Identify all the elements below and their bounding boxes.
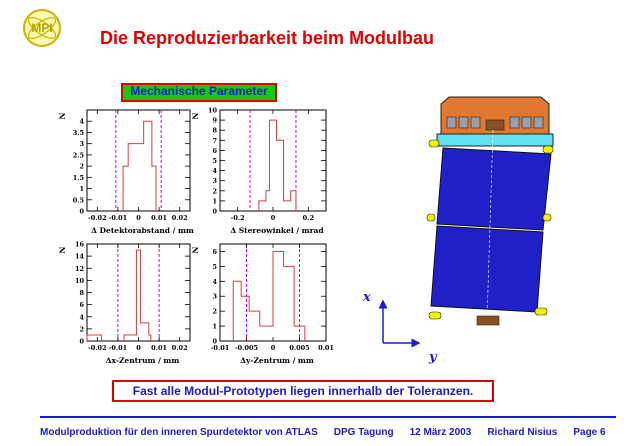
y-tick-label: 5 — [212, 262, 217, 271]
chip — [522, 117, 531, 128]
footer-page: Page 6 — [573, 427, 606, 438]
y-tick-label: 0 — [79, 337, 84, 346]
histogram-bars — [87, 250, 151, 341]
y-tick-label: 6 — [79, 301, 84, 310]
x-axis-title: Δy-Zentrum / mm — [240, 356, 314, 365]
y-tick-label: 5 — [212, 157, 217, 165]
x-tick-label: 0.01 — [318, 344, 334, 352]
chip — [471, 117, 480, 128]
plot-frame — [87, 244, 190, 341]
footer-divider — [40, 416, 616, 418]
y-tick-label: 16 — [74, 240, 84, 249]
y-tick-label: 2 — [79, 162, 84, 171]
y-tick-label: 9 — [212, 116, 217, 125]
x-tick-label: 0 — [136, 214, 141, 222]
y-tick-label: 1 — [79, 185, 84, 194]
histogram-stereowinkel — [191, 107, 326, 236]
x-tick-label: 0 — [270, 344, 276, 352]
y-tick-label: 6 — [212, 247, 217, 256]
y-tick-label: 2 — [212, 307, 217, 316]
section-label: Mechanische Parameter — [130, 84, 268, 98]
x-tick-label: -0.005 — [234, 344, 259, 352]
y-axis-title: N — [58, 112, 67, 120]
x-axis-title: Δ Detektorabstand / mm — [91, 226, 194, 235]
x-tick-label: -0.01 — [108, 344, 128, 352]
cyan-strip — [437, 134, 553, 146]
sensor-upper — [437, 148, 551, 230]
footer-talk-title: Modulproduktion für den inneren Spurdetektor von ATLAS — [40, 427, 318, 438]
y-tick-label: 8 — [212, 126, 217, 135]
y-tick-label: 0 — [212, 207, 217, 216]
y-tick-label: 2.5 — [72, 151, 84, 160]
pad — [543, 146, 553, 153]
y-tick-label: 0 — [212, 337, 217, 346]
x-tick-label: -0.01 — [210, 344, 230, 352]
y-axis-title: N — [58, 246, 67, 254]
y-tick-label: 14 — [74, 252, 84, 261]
y-tick-label: 1 — [212, 322, 217, 331]
histogram-bars — [123, 121, 156, 211]
y-tick-label: 3 — [212, 177, 217, 186]
y-tick-label: 12 — [74, 264, 84, 273]
x-tick-label: 0.01 — [151, 344, 168, 352]
y-tick-label: 1 — [212, 197, 217, 206]
x-axis-title: Δ Stereowinkel / mrad — [230, 226, 324, 235]
y-axis-label: y — [429, 350, 437, 365]
y-tick-label: 0.5 — [72, 196, 84, 205]
logo-text: MPI — [31, 21, 53, 35]
chip — [447, 117, 456, 128]
x-tick-label: 0.2 — [302, 214, 314, 222]
x-tick-label: 0 — [270, 214, 276, 222]
sensor-lower — [431, 226, 543, 312]
footer-author: Richard Nisius — [487, 427, 558, 438]
module-drawing — [425, 90, 565, 330]
y-tick-label: 2 — [212, 187, 217, 196]
plot-frame — [220, 110, 326, 211]
plot-frame — [87, 110, 190, 211]
x-tick-label: 0 — [136, 344, 141, 352]
histogram-y-zentrum — [191, 244, 334, 365]
footer — [40, 427, 620, 438]
x-tick-label: 0.02 — [171, 214, 188, 222]
x-tick-label: 0.01 — [151, 214, 168, 222]
histogram-bars — [259, 120, 296, 211]
x-tick-label: -0.02 — [88, 214, 107, 222]
y-tick-label: 4 — [212, 167, 217, 176]
y-tick-label: 4 — [212, 277, 217, 286]
y-tick-label: 6 — [212, 146, 217, 155]
x-tick-label: 0.005 — [289, 344, 310, 352]
y-tick-label: 4 — [79, 313, 84, 322]
histogram-detektorabstand — [58, 110, 194, 235]
y-tick-label: 10 — [207, 106, 217, 115]
pad — [429, 140, 439, 147]
footer-date: 12 März 2003 — [409, 427, 472, 438]
coordinate-axes — [355, 285, 445, 365]
y-tick-label: 4 — [79, 117, 84, 126]
y-tick-label: 1.5 — [72, 173, 84, 182]
y-axis-title: N — [191, 112, 200, 120]
x-tick-label: -0.01 — [108, 214, 128, 222]
x-axis-title: Δx-Zentrum / mm — [105, 356, 180, 365]
y-tick-label: 0 — [79, 207, 84, 216]
x-tick-label: -0.2 — [230, 214, 245, 222]
y-axis-title: N — [191, 246, 200, 254]
histogram-bars — [233, 251, 305, 341]
y-tick-label: 10 — [74, 276, 84, 285]
y-tick-label: 3.5 — [72, 128, 84, 137]
chip — [459, 117, 468, 128]
y-tick-label: 2 — [79, 325, 84, 334]
x-tick-label: 0.02 — [171, 344, 188, 352]
conclusion-text: Fast alle Modul-Prototypen liegen innerhalb der Toleranzen. — [132, 384, 474, 398]
y-tick-label: 3 — [79, 140, 84, 149]
slide-title: Die Reproduzierbarkeit beim Modulbau — [100, 28, 435, 48]
pad — [427, 214, 435, 221]
histogram-x-zentrum — [58, 241, 190, 366]
pad — [543, 214, 551, 221]
y-tick-label: 8 — [79, 289, 84, 297]
x-axis-label: x — [363, 290, 371, 305]
chip — [510, 117, 519, 128]
y-tick-label: 7 — [212, 136, 217, 145]
connector — [486, 120, 504, 130]
bottom-connector — [477, 316, 499, 325]
x-tick-label: -0.02 — [88, 344, 107, 352]
chip — [534, 117, 543, 128]
y-tick-label: 3 — [212, 292, 217, 301]
footer-event: DPG Tagung — [333, 427, 394, 438]
pad — [535, 308, 547, 315]
